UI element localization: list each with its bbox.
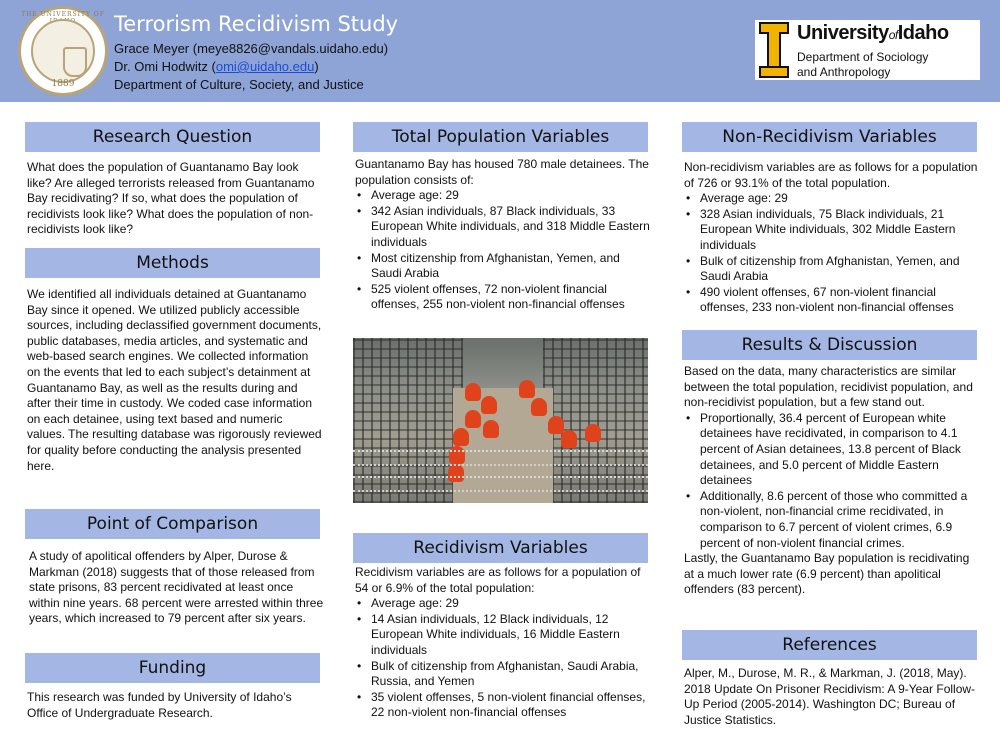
research-question-heading: Research Question [25, 122, 320, 152]
seal-year: 1889 [51, 79, 75, 89]
list-item: • 328 Asian individuals, 75 Black individuals, 21 European White individuals, 302 Middle Eastern individuals [684, 207, 979, 254]
detainee-figure [531, 398, 547, 416]
total-population-body [355, 157, 650, 313]
references-heading: References [682, 630, 977, 660]
results-closing: Lastly, the Guantanamo Bay population is recidivating at a much lower rate (6.9 percent) than apolitical offenders (83 percent). [684, 551, 970, 597]
university-seal [18, 6, 108, 96]
author2-email-link[interactable]: omi@uidaho.edu [215, 59, 315, 74]
results-heading: Results & Discussion [682, 330, 977, 360]
author-omi-hodwitz [114, 59, 319, 74]
list-item: • 342 Asian individuals, 87 Black individuals, 33 European White individuals, and 318 Middle Eastern individuals [355, 204, 650, 251]
idaho-i-icon [759, 22, 789, 78]
detainee-figure [483, 420, 499, 438]
detainee-figure [519, 380, 535, 398]
point-of-comparison-heading: Point of Comparison [25, 509, 320, 539]
guantanamo-detainees-photo [353, 338, 648, 503]
author-grace-meyer: Grace Meyer (meye8826@vandals.uidaho.edu) [114, 41, 389, 56]
funding-heading: Funding [25, 653, 320, 683]
recidivism-intro: Recidivism variables are as follows for a population of 54 or 6.9% of the total population: [355, 565, 641, 595]
department-line: Department of Culture, Society, and Justice [114, 77, 364, 92]
seal-text: THE UNIVERSITY OF [21, 11, 105, 18]
list-item: • Bulk of citizenship from Afghanistan, Saudi Arabia, Russia, and Yemen [355, 659, 650, 690]
methods-text: We identified all individuals detained at Guantanamo Bay since it opened. We utilized publicly accessible sources, including declassified government documents, public databases, media articles, and systematic and web-based search engines. We collected information on the events that led to each subject’s detainment at Guantanamo Bay, as well as the results during and after their time in custody. We coded case information on each detainee, using text based and numeric values. The resulting database was rigorously reviewed for quality before conducting the analysis presented here. [27, 287, 322, 473]
logo-dept-line-2: and Anthropology [797, 65, 891, 79]
logo-university-name: UniversityofIdaho [797, 22, 949, 44]
recidivism-body [355, 565, 650, 721]
detainee-figure [465, 410, 481, 428]
total-population-intro: Guantanamo Bay has housed 780 male detainees. The population consists of: [355, 157, 649, 187]
results-list [684, 411, 979, 551]
list-item: • Additionally, 8.6 percent of those who committed a non-violent, non-financial crime recidivated, in comparison to 6.7 percent of violent crimes, 6.9 percent of non-violent financial crimes. [684, 489, 979, 551]
non-recidivism-heading: Non-Recidivism Variables [682, 122, 977, 152]
list-item: • 14 Asian individuals, 12 Black individuals, 12 European White individuals, 16 Middle Eastern individuals [355, 612, 650, 659]
recidivism-heading: Recidivism Variables [353, 533, 648, 563]
razor-wire [353, 450, 648, 466]
logo-dept-line-1: Department of Sociology [797, 50, 929, 64]
list-item: • Bulk of citizenship from Afghanistan, Yemen, and Saudi Arabia [684, 254, 979, 285]
total-population-list [355, 188, 650, 313]
detainee-figure [465, 383, 481, 401]
funding-text: This research was funded by University of Idaho’s Office of Undergraduate Research. [27, 690, 292, 720]
author2-prefix: Dr. Omi Hodwitz ( [114, 59, 216, 74]
university-of-idaho-logo [755, 20, 980, 80]
detainee-figure [548, 416, 564, 434]
list-item: • Proportionally, 36.4 percent of European white detainees have recidivated, in comparison to 4.1 percent of Asian detainees, 13.8 percent of Black detainees, and 5.0 percent of Middle Eastern detainees [684, 411, 979, 489]
results-intro: Based on the data, many characteristics are similar between the total population, recidivist population, and non-recidivist population, but a few stand out. [684, 364, 973, 410]
point-of-comparison-text: A study of apolitical offenders by Alper, Durose & Markman (2018) suggests that of those released from state prisons, 83 percent recidivated at least once within nine years. 68 percent were arrested within three years, which increased to 79 percent after six years. [29, 549, 324, 626]
seal-inner-ring [31, 19, 95, 83]
list-item: • 490 violent offenses, 67 non-violent financial offenses, 233 non-violent non-financial offenses [684, 285, 979, 316]
poster-title: Terrorism Recidivism Study [114, 12, 399, 36]
list-item: • Average age: 29 [355, 596, 650, 612]
methods-heading: Methods [25, 248, 320, 278]
list-item: • Most citizenship from Afghanistan, Yemen, and Saudi Arabia [355, 251, 650, 282]
research-question-text: What does the population of Guantanamo Bay look like? Are alleged terrorists released from Guantanamo Bay recidivating? If so, what does the population of recidivists look like? What does the population of non-recidivists look like? [27, 160, 315, 237]
list-item: • Average age: 29 [355, 188, 650, 204]
non-recidivism-list [684, 191, 979, 316]
detainee-figure [561, 430, 577, 448]
detainee-figure [585, 424, 601, 442]
references-text: Alper, M., Durose, M. R., & Markman, J. (2018, May). 2018 Update On Prisoner Recidivism: A 9-Year Follow-Up Period (2005-2014). Washington DC; Bureau of Justice Statistics. [684, 666, 976, 727]
razor-wire [353, 476, 648, 492]
non-recidivism-body [684, 160, 979, 316]
detainee-figure [481, 396, 497, 414]
list-item: • 35 violent offenses, 5 non-violent financial offenses, 22 non-violent non-financial offenses [355, 690, 650, 721]
total-population-heading: Total Population Variables [353, 122, 648, 152]
recidivism-list [355, 596, 650, 721]
detainee-figure [453, 428, 469, 446]
non-recidivism-intro: Non-recidivism variables are as follows for a population of 726 or 93.1% of the total population. [684, 160, 978, 190]
seal-shield-icon [63, 47, 87, 77]
list-item: • 525 violent offenses, 72 non-violent financial offenses, 255 non-violent non-financial offenses [355, 282, 650, 313]
author2-suffix: ) [314, 59, 319, 74]
poster-header [0, 0, 1000, 102]
list-item: • Average age: 29 [684, 191, 979, 207]
results-body [684, 364, 979, 598]
